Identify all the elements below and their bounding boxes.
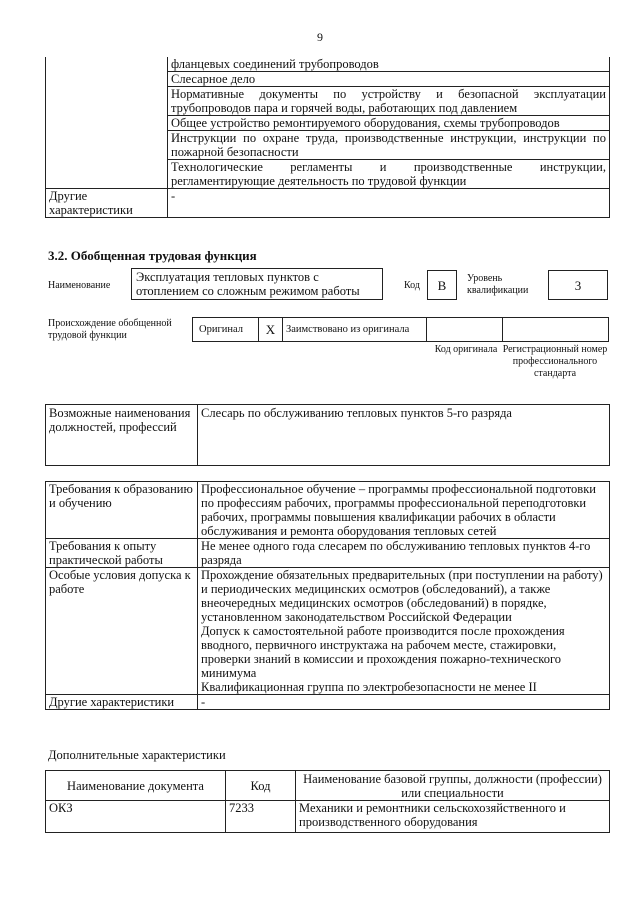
requirements-table <box>45 481 610 710</box>
education-value: Профессиональное обучение – программы профессиональной подготовки по профессиям рабочих, программы профессиональной переподготовки рабочих, программы повышения квалификации рабочих в области обслуживания и ремонта оборудования тепловых сетей <box>198 482 610 539</box>
top-table-row: Общее устройство ремонтируемого оборудования, схемы трубопроводов <box>168 116 610 131</box>
top-table-row: Слесарное дело <box>168 72 610 87</box>
positions-table <box>45 404 610 466</box>
name-label: Наименование <box>48 280 111 291</box>
code-label: Код <box>404 280 420 291</box>
code-original-cell <box>427 318 503 342</box>
special-conditions-value <box>198 568 610 695</box>
code-value: В <box>437 278 447 293</box>
header-code: Код <box>226 771 296 801</box>
table-row-code: 7233 <box>226 801 296 833</box>
special-conditions-line: Прохождение обязательных предварительных (при поступлении на работу) и периодических медицинских осмотров (обследований), а также внеочередных медицинских осмотров (обследований) в порядке, установленном законодательством Российской Федерации <box>201 568 603 624</box>
code-value-box <box>427 270 457 300</box>
origin-table <box>192 317 609 342</box>
special-conditions-line: Допуск к самостоятельной работе производится после прохождения вводного, первичного инструктажа на рабочем месте, стажировки, проверки знаний в комиссии и прохождения пожарно-технического минимума <box>201 624 565 680</box>
top-table-left-cell <box>46 57 168 189</box>
original-mark: X <box>259 318 283 342</box>
reg-number-cell <box>503 318 609 342</box>
additional-table <box>45 770 610 833</box>
top-table-row: фланцевых соединений трубопроводов <box>168 57 610 72</box>
top-table-row: Нормативные документы по устройству и безопасной эксплуатации трубопроводов пара и горячей воды, работающих под давлением <box>168 87 610 116</box>
education-label: Требования к образованию и обучению <box>46 482 198 539</box>
positions-value: Слесарь по обслуживанию тепловых пунктов 5-го разряда <box>198 405 610 466</box>
other-characteristics-value: - <box>168 189 610 218</box>
experience-value: Не менее одного года слесарем по обслуживанию тепловых пунктов 4-го разряда <box>198 539 610 568</box>
special-conditions-label: Особые условия допуска к работе <box>46 568 198 695</box>
special-conditions-line: Квалификационная группа по электробезопасности не менее II <box>201 680 537 694</box>
experience-label: Требования к опыту практической работы <box>46 539 198 568</box>
other-characteristics-label: Другие характеристики <box>46 189 168 218</box>
header-group: Наименование базовой группы, должности (профессии) или специальности <box>296 771 610 801</box>
level-value-box <box>548 270 608 300</box>
level-value: 3 <box>574 278 582 293</box>
other-req-label: Другие характеристики <box>46 695 198 710</box>
additional-title: Дополнительные характеристики <box>48 748 226 762</box>
borrowed-label: Заимствовано из оригинала <box>283 318 427 342</box>
top-table <box>45 57 610 218</box>
function-name-value: Эксплуатация тепловых пунктов с отоплением со сложным режимом работы <box>136 270 360 298</box>
top-table-row: Технологические регламенты и производственные инструкции, регламентирующие деятельность по трудовой функции <box>168 160 610 189</box>
other-req-value: - <box>198 695 610 710</box>
page-number: 9 <box>317 30 323 44</box>
section-title: 3.2. Обобщенная трудовая функция <box>48 248 257 263</box>
reg-number-caption: Регистрационный номер профессионального стандарта <box>502 344 608 379</box>
origin-label: Происхождение обобщенной трудовой функции <box>48 318 172 341</box>
table-row-group: Механики и ремонтники сельскохозяйственного и производственного оборудования <box>296 801 610 833</box>
original-label: Оригинал <box>193 318 259 342</box>
top-table-row: Инструкции по охране труда, производственные инструкции, инструкции по пожарной безопасности <box>168 131 610 160</box>
header-document: Наименование документа <box>46 771 226 801</box>
code-original-caption: Код оригинала <box>434 344 498 355</box>
function-name-box <box>131 268 383 300</box>
table-row-document: ОКЗ <box>46 801 226 833</box>
level-label: Уровень квалификации <box>467 273 529 296</box>
positions-label: Возможные наименования должностей, профессий <box>46 405 198 466</box>
